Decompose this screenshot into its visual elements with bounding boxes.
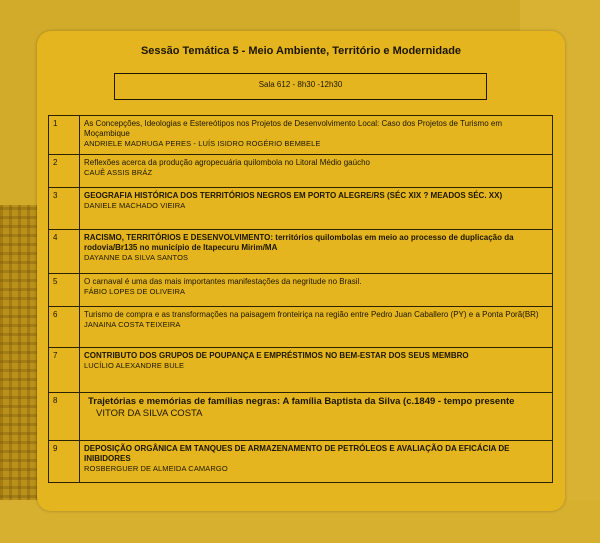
presentation-author: VITOR DA SILVA COSTA bbox=[96, 408, 203, 419]
table-row bbox=[49, 307, 553, 348]
presentation-title: Turismo de compra e as transformações na paisagem fronteiriça na região entre Pedro Juan Caballero (PY) e a Ponta Porã(BR) bbox=[84, 310, 539, 319]
row-content bbox=[80, 155, 553, 188]
presentation-title: Trajetórias e memórias de famílias negras: A família Baptista da Silva (c.1849 - tempo presente bbox=[88, 396, 515, 407]
row-number: 4 bbox=[49, 230, 80, 274]
presentation-title: DEPOSIÇÃO ORGÂNICA EM TANQUES DE ARMAZENAMENTO DE PETRÓLEOS E AVALIAÇÃO DA EFICÁCIA DE INIBIDORES bbox=[84, 444, 510, 463]
presentations-table bbox=[48, 115, 553, 483]
room-time-label: Sala 612 - 8h30 -12h30 bbox=[258, 80, 343, 89]
presentation-title: O carnaval é uma das mais importantes manifestações da negritude no Brasil. bbox=[84, 277, 362, 286]
table-row bbox=[49, 274, 553, 307]
row-number: 2 bbox=[49, 155, 80, 188]
presentation-author: ROSBERGUER DE ALMEIDA CAMARGO bbox=[84, 464, 228, 473]
row-number: 5 bbox=[49, 274, 80, 307]
presentation-author: FÁBIO LOPES DE OLIVEIRA bbox=[84, 287, 186, 296]
presentation-author: CAUÊ ASSIS BRÁZ bbox=[84, 168, 153, 177]
row-content bbox=[80, 230, 553, 274]
session-card bbox=[37, 31, 565, 511]
table-row bbox=[49, 393, 553, 441]
row-number: 6 bbox=[49, 307, 80, 348]
table-row bbox=[49, 230, 553, 274]
room-time-box bbox=[114, 73, 487, 100]
table-row bbox=[49, 441, 553, 483]
presentation-title: As Concepções, Ideologias e Estereótipos nos Projetos de Desenvolvimento Local: Caso dos Projetos de Turismo em Moçambique bbox=[84, 119, 502, 138]
table-row bbox=[49, 155, 553, 188]
row-content bbox=[80, 307, 553, 348]
row-content bbox=[80, 188, 553, 230]
presentation-author: DANIELE MACHADO VIEIRA bbox=[84, 201, 186, 210]
row-content bbox=[80, 348, 553, 393]
presentation-title: CONTRIBUTO DOS GRUPOS DE POUPANÇA E EMPRÉSTIMOS NO BEM-ESTAR DOS SEUS MEMBRO bbox=[84, 351, 469, 360]
row-content bbox=[80, 441, 553, 483]
table-row bbox=[49, 116, 553, 155]
row-content bbox=[80, 116, 553, 155]
session-title: Sessão Temática 5 - Meio Ambiente, Território e Modernidade bbox=[140, 45, 462, 57]
row-number: 1 bbox=[49, 116, 80, 155]
presentation-title: GEOGRAFIA HISTÓRICA DOS TERRITÓRIOS NEGROS EM PORTO ALEGRE/RS (SÉC XIX ? MEADOS SÉC. XX) bbox=[84, 191, 503, 200]
row-number: 7 bbox=[49, 348, 80, 393]
presentation-author: ANDRIELE MADRUGA PERES - LUÍS ISIDRO ROGÉRIO BEMBELE bbox=[84, 139, 321, 148]
presentation-title: Reflexões acerca da produção agropecuária quilombola no Litoral Médio gaúcho bbox=[84, 158, 370, 167]
presentation-author: DAYANNE DA SILVA SANTOS bbox=[84, 253, 189, 262]
row-number: 8 bbox=[49, 393, 80, 441]
table-row bbox=[49, 188, 553, 230]
row-content bbox=[80, 393, 553, 441]
row-number: 9 bbox=[49, 441, 80, 483]
presentation-author: LUCÍLIO ALEXANDRE BULE bbox=[84, 361, 185, 370]
row-number: 3 bbox=[49, 188, 80, 230]
presentation-author: JANAINA COSTA TEIXEIRA bbox=[84, 320, 181, 329]
table-row bbox=[49, 348, 553, 393]
row-content bbox=[80, 274, 553, 307]
presentation-title: RACISMO, TERRITÓRIOS E DESENVOLVIMENTO: territórios quilombolas em meio ao processo de duplicação da rodovia/Br135 no município de Itapecuru Mirim/MA bbox=[84, 233, 514, 252]
